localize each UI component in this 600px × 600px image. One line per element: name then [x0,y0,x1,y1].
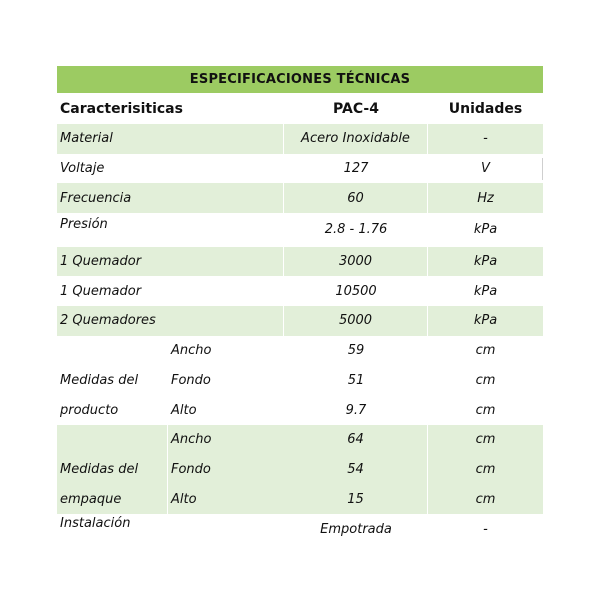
header-feature: Caracterisiticas [57,93,284,124]
row-unit: Hz [428,183,543,213]
row-value: 3000 [284,247,428,277]
row-producto-fondo [57,366,543,396]
header-row [57,93,543,124]
group-label-spacer [57,425,168,455]
row-quemadores [57,306,543,336]
row-unit: cm [475,372,496,388]
row-unit: cm [475,402,496,418]
row-voltaje [57,154,543,184]
row-label: Voltaje [60,161,105,177]
spec-title: ESPECIFICACIONES TÉCNICAS [57,66,543,93]
row-instalacion [57,514,543,546]
row-unit: cm [428,484,543,514]
row-frecuencia [57,183,543,213]
row-value: 15 [284,484,428,514]
row-value: 5000 [284,306,428,336]
cell-divider [542,158,543,180]
row-value: 127 [343,161,369,177]
row-unit: - [428,124,543,154]
row-value: 64 [284,425,428,455]
row-quemador-2 [57,276,543,306]
group-label-line2: producto [60,402,119,418]
row-label: 2 Quemadores [57,306,284,336]
header-model: PAC-4 [284,93,428,124]
row-empaque-ancho [57,425,543,455]
row-unit: kPa [428,247,543,277]
row-producto-ancho [57,336,543,366]
group-label-line2: empaque [57,484,168,514]
row-value: 60 [284,183,428,213]
row-presion [57,213,543,247]
row-label: Material [57,124,284,154]
row-label: 1 Quemador [57,247,284,277]
row-unit: cm [475,343,496,359]
row-unit: - [483,522,488,538]
row-value: Acero Inoxidable [284,124,428,154]
row-label: Presión [60,217,108,233]
row-value: 10500 [335,283,377,299]
row-value: Empotrada [320,522,392,538]
spec-table [57,93,543,546]
row-sublabel: Alto [171,402,197,418]
row-value: 54 [284,455,428,485]
row-unit-text: V [481,161,490,177]
row-unit: kPa [473,222,498,238]
row-unit: cm [428,455,543,485]
row-sublabel: Fondo [171,372,211,388]
row-value: 51 [347,372,365,388]
row-unit: kPa [428,306,543,336]
row-value: 9.7 [345,402,367,418]
row-empaque-alto [57,484,543,514]
row-quemador-1 [57,247,543,277]
row-label: Frecuencia [57,183,284,213]
group-label-spacer [57,336,168,366]
group-label-line1: Medidas del [60,372,139,388]
header-units: Unidades [428,93,543,124]
row-sublabel: Ancho [168,425,284,455]
row-material [57,124,543,154]
spec-sheet [57,66,543,546]
row-producto-alto [57,395,543,425]
row-sublabel: Alto [168,484,284,514]
row-unit: kPa [473,283,498,299]
row-label: 1 Quemador [60,283,142,299]
row-unit [428,154,543,184]
row-value: 2.8 - 1.76 [324,222,388,238]
row-sublabel: Fondo [168,455,284,485]
row-empaque-fondo [57,455,543,485]
row-sublabel: Ancho [171,343,212,359]
row-unit: cm [428,425,543,455]
row-value: 59 [347,343,365,359]
group-label-line1: Medidas del [57,455,168,485]
row-label: Instalación [60,515,131,531]
